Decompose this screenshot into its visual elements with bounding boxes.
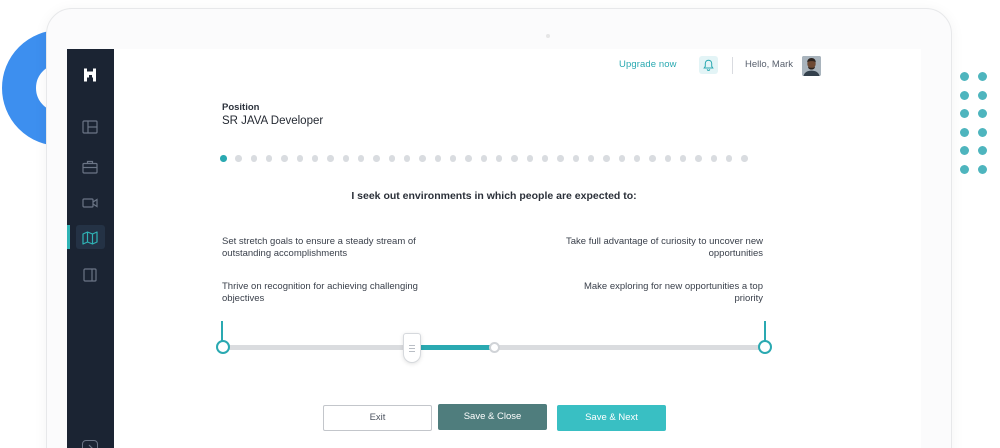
statement-right-2: Make exploring for new opportunities a top priority (583, 281, 763, 304)
progress-dot (389, 155, 396, 162)
progress-dot (603, 155, 610, 162)
sidebar (67, 49, 114, 448)
question-progress (220, 155, 748, 162)
map-icon[interactable] (82, 231, 98, 245)
statement-right-1: Take full advantage of curiosity to uncover new opportunities (566, 236, 763, 259)
question-text: I seek out environments in which people are expected to: (351, 190, 637, 202)
progress-dot (404, 155, 411, 162)
progress-dot (281, 155, 288, 162)
slider-left-marker (221, 321, 223, 342)
document-icon[interactable] (82, 268, 98, 282)
progress-dot (266, 155, 273, 162)
progress-dot (235, 155, 242, 162)
progress-dot (419, 155, 426, 162)
progress-dot (343, 155, 350, 162)
position-value: SR JAVA Developer (222, 115, 324, 127)
slider-fill (420, 345, 493, 350)
progress-dot (619, 155, 626, 162)
progress-dot (726, 155, 733, 162)
slider-range-node[interactable] (489, 342, 500, 353)
progress-dot (481, 155, 488, 162)
slider-handle[interactable] (403, 333, 421, 363)
nav-active-indicator (67, 225, 70, 249)
decorative-dot-grid (960, 72, 988, 174)
progress-dot (220, 155, 227, 162)
slider-right-marker (764, 321, 766, 342)
statement-left-1: Set stretch goals to ensure a steady stream of outstanding accomplishments (222, 236, 416, 259)
progress-dot (465, 155, 472, 162)
notifications-button[interactable] (699, 56, 718, 74)
progress-dot (741, 155, 748, 162)
progress-dot (496, 155, 503, 162)
progress-dot (588, 155, 595, 162)
progress-dot (680, 155, 687, 162)
exit-button[interactable]: Exit (323, 405, 432, 431)
progress-dot (665, 155, 672, 162)
progress-dot (542, 155, 549, 162)
progress-dot (695, 155, 702, 162)
progress-dot (312, 155, 319, 162)
logo-icon[interactable] (82, 67, 98, 83)
statement-left-2: Thrive on recognition for achieving challenging objectives (222, 281, 418, 304)
camera-dot (546, 34, 550, 38)
progress-dot (327, 155, 334, 162)
upgrade-link[interactable]: Upgrade now (619, 59, 677, 70)
app-screen (67, 49, 921, 448)
progress-dot (573, 155, 580, 162)
progress-dot (251, 155, 258, 162)
dashboard-icon[interactable] (82, 120, 98, 134)
expand-icon[interactable] (82, 440, 98, 448)
progress-dot (634, 155, 641, 162)
progress-dot (649, 155, 656, 162)
progress-dot (435, 155, 442, 162)
save-next-button[interactable]: Save & Next (557, 405, 666, 431)
progress-dot (557, 155, 564, 162)
progress-dot (511, 155, 518, 162)
position-label: Position (222, 102, 260, 113)
progress-dot (358, 155, 365, 162)
slider-right-node[interactable] (758, 340, 772, 354)
avatar[interactable] (802, 56, 821, 76)
progress-dot (373, 155, 380, 162)
progress-dot (450, 155, 457, 162)
bell-icon (703, 59, 714, 71)
save-close-button[interactable]: Save & Close (438, 404, 547, 430)
user-greeting: Hello, Mark (745, 59, 794, 70)
header-divider (732, 57, 733, 74)
progress-dot (527, 155, 534, 162)
progress-dot (297, 155, 304, 162)
slider-left-node[interactable] (216, 340, 230, 354)
progress-dot (711, 155, 718, 162)
briefcase-icon[interactable] (82, 160, 98, 174)
